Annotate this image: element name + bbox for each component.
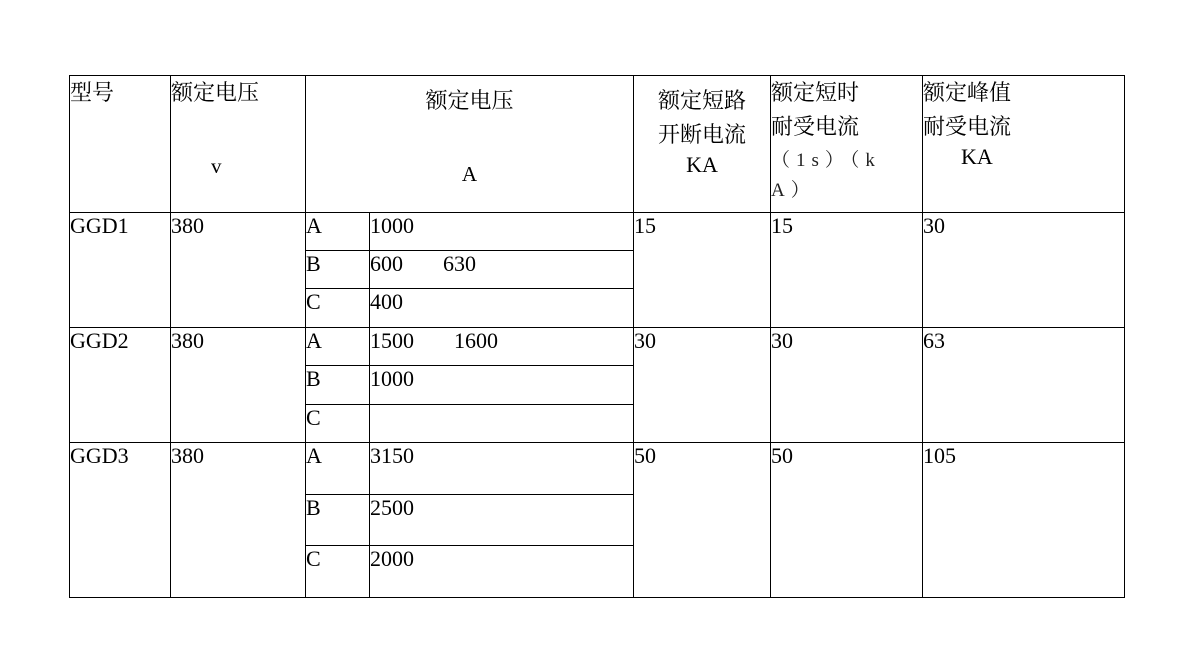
- unit-ka: KA: [686, 152, 718, 177]
- sub-label: B: [306, 251, 370, 289]
- model-cell: GGD3: [70, 443, 171, 598]
- current-cell: 2000: [370, 546, 634, 598]
- sub-label: B: [306, 494, 370, 546]
- header-model: 型号: [70, 76, 171, 213]
- sub-label: B: [306, 366, 370, 404]
- voltage-cell: 380: [171, 443, 306, 598]
- sub-label: C: [306, 289, 370, 327]
- voltage-cell: 380: [171, 212, 306, 327]
- current-cell: 1500 1600: [370, 327, 634, 365]
- model-cell: GGD2: [70, 327, 171, 442]
- sub-label: C: [306, 546, 370, 598]
- peak-cell: 63: [923, 327, 1125, 442]
- table-row: [70, 212, 1125, 250]
- header-peak: 额定峰值 耐受电流 KA: [923, 76, 1125, 213]
- peak-cell: 105: [923, 443, 1125, 598]
- header-rated-voltage: 额定电压 v: [171, 76, 306, 213]
- unit-ka: KA: [961, 144, 993, 169]
- break-cell: 50: [634, 443, 771, 598]
- unit-a: A: [461, 162, 478, 186]
- header-short-time: 额定短时 耐受电流 （1s）（k A）: [771, 76, 923, 213]
- spec-table: [69, 75, 1125, 598]
- sub-label: C: [306, 404, 370, 442]
- short-time-cell: 30: [771, 327, 923, 442]
- voltage-cell: 380: [171, 327, 306, 442]
- sub-label: A: [306, 443, 370, 495]
- current-cell: 3150: [370, 443, 634, 495]
- current-cell: 400: [370, 289, 634, 327]
- current-cell: 1000: [370, 212, 634, 250]
- short-time-cell: 15: [771, 212, 923, 327]
- header-row: [70, 76, 1125, 213]
- break-cell: 30: [634, 327, 771, 442]
- current-cell: 600 630: [370, 251, 634, 289]
- model-cell: GGD1: [70, 212, 171, 327]
- short-time-cell: 50: [771, 443, 923, 598]
- break-cell: 15: [634, 212, 771, 327]
- header-short-break: 额定短路 开断电流 KA: [634, 76, 771, 213]
- header-rated-current: 额定电压 A: [306, 76, 634, 213]
- sub-label: A: [306, 212, 370, 250]
- table-row: [70, 443, 1125, 495]
- table-row: [70, 327, 1125, 365]
- current-cell: 2500: [370, 494, 634, 546]
- unit-v: v: [211, 154, 222, 178]
- current-cell: [370, 404, 634, 442]
- current-cell: 1000: [370, 366, 634, 404]
- peak-cell: 30: [923, 212, 1125, 327]
- sub-label: A: [306, 327, 370, 365]
